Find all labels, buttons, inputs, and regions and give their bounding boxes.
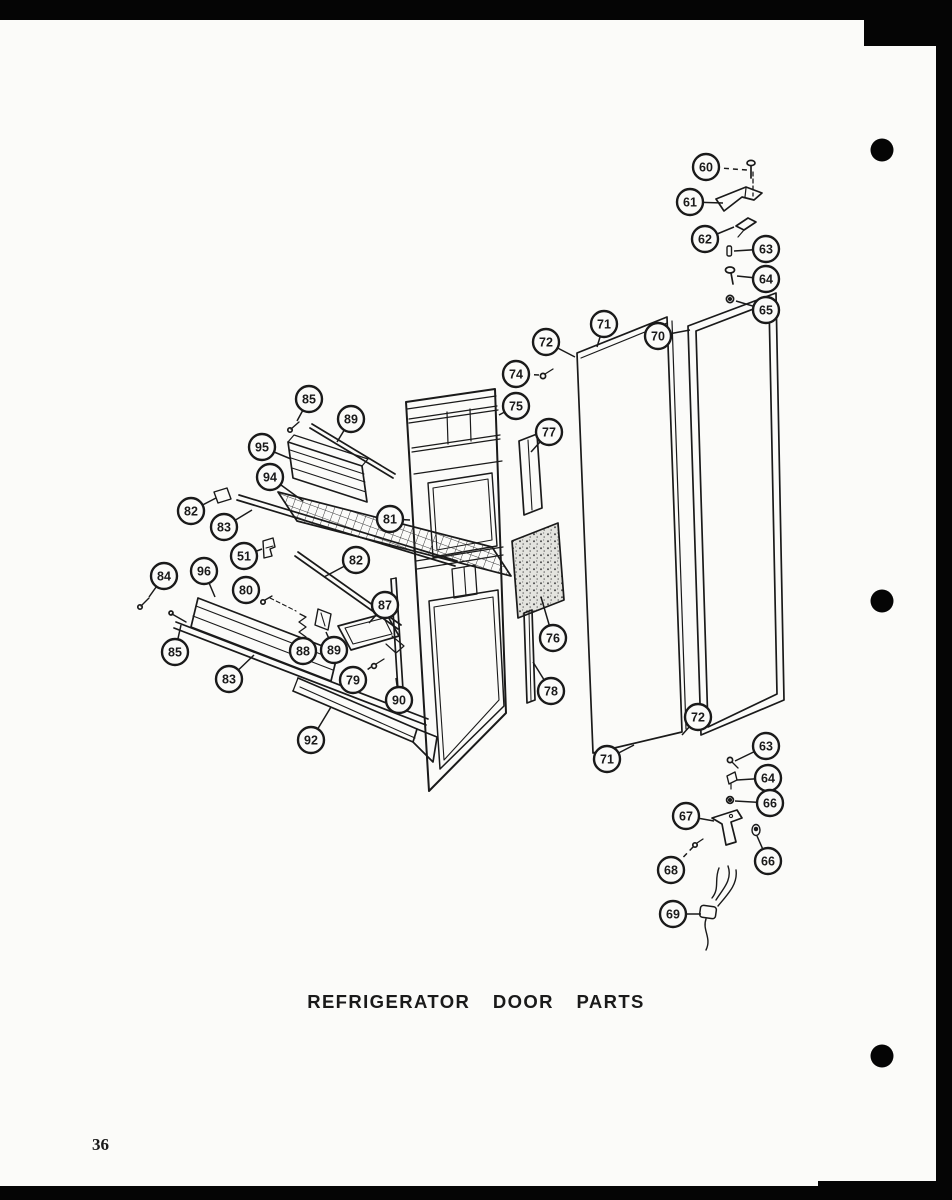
callout-number: 79 — [346, 673, 360, 688]
callout-63 — [734, 236, 779, 262]
callout-72 — [682, 704, 711, 735]
callout-number: 69 — [666, 907, 680, 922]
door-gasket-frame — [688, 293, 784, 735]
callout-63 — [735, 733, 779, 761]
callout-71 — [594, 745, 634, 772]
callout-64 — [737, 266, 779, 292]
callout-83 — [211, 510, 252, 540]
callout-number: 66 — [761, 854, 775, 869]
callout-66 — [735, 790, 783, 816]
bottom-hinge-parts — [693, 757, 760, 950]
callout-51 — [231, 543, 262, 569]
callout-number: 85 — [302, 392, 316, 407]
callout-number: 75 — [509, 399, 523, 414]
callout-number: 74 — [509, 367, 523, 382]
callout-number: 51 — [237, 549, 251, 564]
callout-number: 95 — [255, 440, 269, 455]
callout-85 — [296, 386, 322, 421]
callout-number: 71 — [600, 752, 614, 767]
callout-66 — [755, 836, 781, 874]
callout-number: 76 — [546, 631, 560, 646]
callout-number: 84 — [157, 569, 171, 584]
callout-number: 67 — [679, 809, 693, 824]
callout-number: 94 — [263, 470, 277, 485]
callout-number: 63 — [759, 739, 773, 754]
callout-number: 63 — [759, 242, 773, 257]
page-number: 36 — [92, 1135, 109, 1154]
callout-72 — [533, 329, 575, 357]
callout-number: 77 — [542, 425, 556, 440]
callout-number: 78 — [544, 684, 558, 699]
callout-number: 66 — [763, 796, 777, 811]
callout-number: 64 — [761, 771, 775, 786]
callout-82 — [178, 498, 216, 524]
registration-dot — [871, 139, 894, 162]
callout-number: 65 — [759, 303, 773, 318]
callout-68 — [658, 846, 694, 883]
callout-61 — [677, 189, 723, 215]
callout-number: 83 — [222, 672, 236, 687]
callout-number: 72 — [691, 710, 705, 725]
registration-dot — [871, 1045, 894, 1068]
callout-number: 90 — [392, 693, 406, 708]
callout-number: 88 — [296, 644, 310, 659]
callout-number: 82 — [349, 553, 363, 568]
callout-82 — [324, 547, 369, 577]
callout-number: 81 — [383, 512, 397, 527]
callout-number: 68 — [664, 863, 678, 878]
callout-number: 89 — [344, 412, 358, 427]
callout-64 — [737, 765, 781, 791]
door-outer-panel — [577, 317, 686, 753]
callout-number: 92 — [304, 733, 318, 748]
callout-74 — [503, 361, 540, 387]
callout-number: 83 — [217, 520, 231, 535]
left-shelf-parts — [138, 422, 511, 762]
registration-dot — [871, 590, 894, 613]
callout-number: 61 — [683, 195, 697, 210]
callout-number: 62 — [698, 232, 712, 247]
callout-92 — [298, 707, 331, 753]
figure-caption: REFRIGERATOR DOOR PARTS — [307, 991, 645, 1012]
callout-69 — [660, 901, 701, 927]
callout-83 — [216, 655, 254, 692]
callout-number: 80 — [239, 583, 253, 598]
callout-60 — [693, 154, 747, 180]
callout-96 — [191, 558, 217, 597]
callout-77 — [531, 419, 562, 452]
callout-number: 70 — [651, 329, 665, 344]
callout-84 — [149, 563, 177, 597]
callout-90 — [386, 678, 412, 713]
callout-75 — [499, 393, 529, 419]
callout-number: 85 — [168, 645, 182, 660]
callout-number: 72 — [539, 335, 553, 350]
callout-number: 64 — [759, 272, 773, 287]
callout-67 — [673, 803, 714, 829]
callout-78 — [533, 662, 564, 704]
callout-65 — [736, 297, 779, 323]
callout-88 — [290, 638, 316, 664]
callout-number: 96 — [197, 564, 211, 579]
callout-number: 60 — [699, 160, 713, 175]
callout-79 — [340, 667, 371, 693]
callout-number: 89 — [327, 643, 341, 658]
callout-70 — [645, 323, 690, 349]
callout-95 — [249, 434, 291, 460]
callout-89 — [337, 406, 364, 442]
callout-number: 82 — [184, 504, 198, 519]
registration-dots — [871, 139, 894, 1068]
callout-number: 71 — [597, 317, 611, 332]
callout-80 — [233, 577, 262, 603]
callout-number: 87 — [378, 598, 392, 613]
